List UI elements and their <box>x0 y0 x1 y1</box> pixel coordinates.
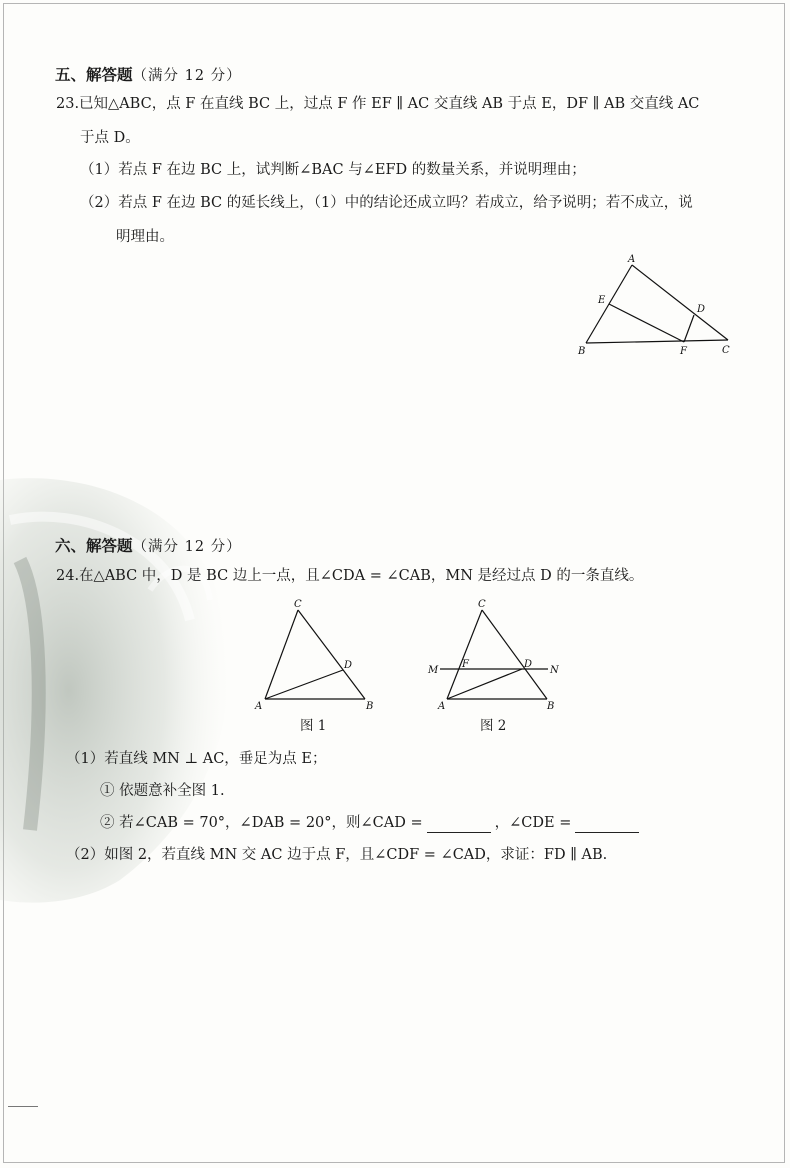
q24-part1-item1: ① 依题意补全图 1. <box>100 783 225 799</box>
q24-figure1 <box>250 596 380 716</box>
label-d: D <box>524 659 533 670</box>
answer-blank-cad[interactable] <box>427 818 491 833</box>
label-d: D <box>697 304 706 315</box>
label-b: B <box>547 701 555 712</box>
q23-stem-line1: 23.已知△ABC，点 F 在直线 BC 上，过点 F 作 EF ∥ AC 交直线 AB 于点 E，DF ∥ AB 交直线 AC <box>56 96 700 112</box>
segment-ca <box>265 610 298 699</box>
segment-df <box>684 315 694 342</box>
label-a: A <box>438 701 446 712</box>
q23-part2-line1: （2）若点 F 在边 BC 的延长线上，（1）中的结论还成立吗？若成立，给予说明；若不成立，说 <box>80 195 693 211</box>
q24-figure2 <box>422 596 562 716</box>
segment-ca <box>447 610 482 699</box>
q23-part1: （1）若点 F 在边 BC 上，试判断∠BAC 与∠EFD 的数量关系，并说明理由； <box>80 162 586 178</box>
label-f: F <box>462 659 469 670</box>
segment-ad <box>447 669 522 699</box>
section6-heading: 六、解答题（满分 12 分） <box>55 537 242 555</box>
label-m: M <box>428 665 439 676</box>
segment-cb <box>482 610 547 699</box>
label-c: C <box>294 599 302 610</box>
section5-heading: 五、解答题（满分 12 分） <box>55 66 242 84</box>
q23-stem-line2: 于点 D。 <box>80 130 140 146</box>
label-e: E <box>598 295 606 306</box>
segment-ac <box>632 265 728 340</box>
footer-mark <box>8 1106 38 1107</box>
segment-cb <box>298 610 365 699</box>
label-c: C <box>722 345 730 356</box>
q23-figure <box>570 252 750 362</box>
label-f: F <box>680 346 687 357</box>
segment-bc <box>586 340 728 343</box>
q24-part1-item2: ② 若∠CAB = 70°，∠DAB = 20°，则∠CAD = ，∠CDE = <box>100 813 643 833</box>
figure2-caption: 图 2 <box>480 718 507 734</box>
segment-ad <box>265 670 343 699</box>
q24-part2: （2）如图 2，若直线 MN 交 AC 边于点 F，且∠CDF = ∠CAD，求证：FD ∥ AB. <box>66 847 608 863</box>
label-a: A <box>628 254 636 265</box>
label-n: N <box>550 665 559 676</box>
answer-blank-cde[interactable] <box>575 818 639 833</box>
q24-part1-intro: （1）若直线 MN ⊥ AC，垂足为点 E； <box>66 751 327 767</box>
label-c: C <box>478 599 486 610</box>
label-d: D <box>344 660 353 671</box>
label-a: A <box>255 701 263 712</box>
label-b: B <box>578 346 586 357</box>
figure1-caption: 图 1 <box>300 718 327 734</box>
segment-ef <box>609 304 684 342</box>
q24-stem: 24.在△ABC 中，D 是 BC 边上一点，且∠CDA = ∠CAB，MN 是经过点 D 的一条直线。 <box>56 568 644 584</box>
label-b: B <box>366 701 374 712</box>
q23-part2-line2: 明理由。 <box>116 229 174 245</box>
